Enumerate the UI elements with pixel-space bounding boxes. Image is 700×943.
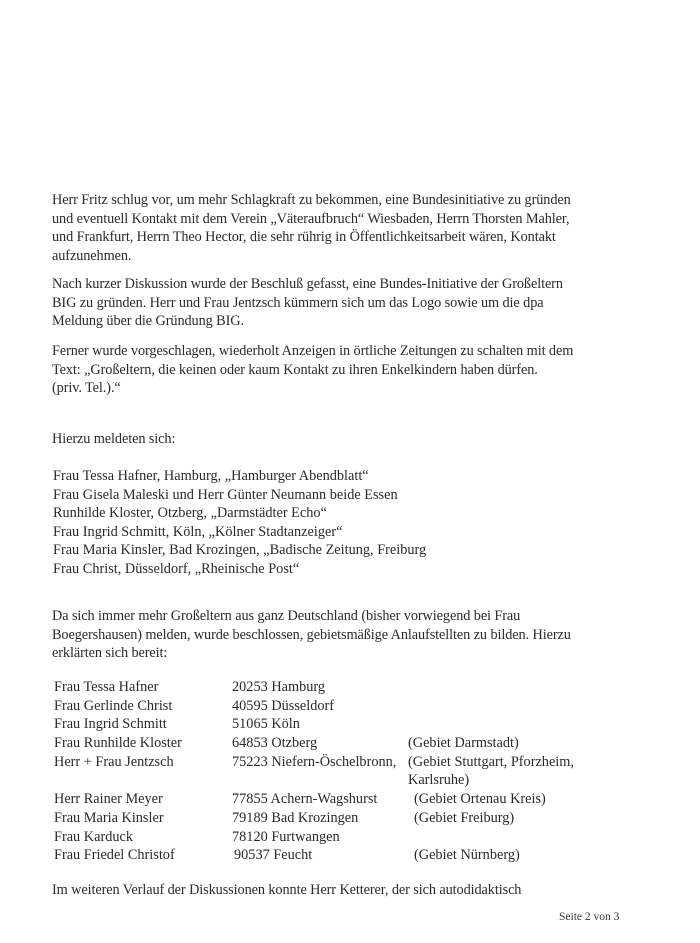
text-line: erklärten sich bereit: bbox=[52, 645, 168, 662]
text-line: Text: „Großeltern, die keinen oder kaum Kontakt zu ihren Enkelkindern haben dürfen. bbox=[52, 361, 538, 378]
text-line: Ferner wurde vorgeschlagen, wiederholt Anzeigen in örtliche Zeitungen zu schalten mit dem bbox=[52, 343, 574, 359]
contact-name: Frau Ingrid Schmitt bbox=[54, 716, 167, 733]
text-line: Herr Fritz schlug vor, um mehr Schlagkraft zu bekommen, eine Bundesinitiative zu gründen bbox=[52, 192, 571, 208]
contact-place: 64853 Otzberg bbox=[232, 735, 318, 752]
paragraph-beschluss bbox=[52, 275, 652, 331]
text-line: und Frankfurt, Herrn Theo Hector, die sehr rührig in Öffentlichkeitsarbeit wären, Kontakt bbox=[52, 229, 556, 246]
list-item: Frau Tessa Hafner, Hamburg, „Hamburger Abendblatt“ bbox=[53, 468, 369, 484]
text-line: aufzunehmen. bbox=[52, 247, 132, 264]
contact-name: Frau Maria Kinsler bbox=[54, 809, 164, 826]
paragraph-anzeigen bbox=[52, 342, 652, 398]
text-line: Meldung über die Gründung BIG. bbox=[52, 313, 244, 330]
contact-area: Karlsruhe) bbox=[408, 772, 470, 789]
text-line: und eventuell Kontakt mit dem Verein „Väteraufbruch“ Wiesbaden, Herrn Thorsten Mahler, bbox=[52, 210, 570, 227]
contact-place: 51065 Köln bbox=[232, 716, 300, 733]
text-line: Boegershausen) melden, wurde beschlossen, gebietsmäßige Anlaufstellten zu bilden. Hierzu bbox=[52, 626, 571, 643]
text-line: BIG zu gründen. Herr und Frau Jentzsch kümmern sich um das Logo sowie um die dpa bbox=[52, 294, 544, 311]
contact-place: 75223 Niefern-Öschelbronn, bbox=[232, 753, 397, 770]
contact-name: Frau Karduck bbox=[54, 828, 134, 845]
contact-name: Frau Tessa Hafner bbox=[54, 679, 159, 695]
text-line: Nach kurzer Diskussion wurde der Beschluß gefasst, eine Bundes-Initiative der Großeltern bbox=[52, 276, 563, 292]
list-item: Frau Ingrid Schmitt, Köln, „Kölner Stadtanzeiger“ bbox=[53, 523, 343, 540]
contact-area: (Gebiet Nürnberg) bbox=[414, 847, 520, 864]
list-item: Frau Christ, Düsseldorf, „Rheinische Post“ bbox=[53, 560, 300, 577]
paragraph-ketterer bbox=[52, 881, 652, 900]
text-line: Im weiteren Verlauf der Diskussionen konnte Herr Ketterer, der sich autodidaktisch bbox=[52, 882, 522, 898]
list-item: Frau Gisela Maleski und Herr Günter Neumann beide Essen bbox=[53, 486, 398, 503]
contact-area: (Gebiet Freiburg) bbox=[414, 809, 515, 826]
contact-area: (Gebiet Stuttgart, Pforzheim, bbox=[408, 753, 574, 770]
contact-area: (Gebiet Darmstadt) bbox=[408, 735, 519, 752]
page-number: Seite 2 von 3 bbox=[559, 911, 620, 923]
contact-name: Frau Gerlinde Christ bbox=[54, 697, 173, 714]
contact-area: (Gebiet Ortenau Kreis) bbox=[414, 791, 546, 808]
contact-place: 20253 Hamburg bbox=[232, 679, 326, 695]
contact-place: 79189 Bad Krozingen bbox=[232, 809, 359, 826]
paragraph-hierzu bbox=[52, 430, 652, 449]
contact-name: Frau Runhilde Kloster bbox=[54, 735, 182, 752]
paragraph-bundesinitiative bbox=[52, 191, 652, 265]
list-item: Runhilde Kloster, Otzberg, „Darmstädter Echo“ bbox=[53, 505, 327, 522]
list-item: Frau Maria Kinsler, Bad Krozingen, „Badische Zeitung, Freiburg bbox=[53, 542, 427, 559]
contact-name: Herr Rainer Meyer bbox=[54, 791, 163, 808]
text-line: Da sich immer mehr Großeltern aus ganz Deutschland (bisher vorwiegend bei Frau bbox=[52, 608, 521, 624]
paragraph-anlaufstellen bbox=[52, 607, 652, 663]
contact-place: 40595 Düsseldorf bbox=[232, 697, 335, 714]
contact-place: 78120 Furtwangen bbox=[232, 828, 340, 845]
contact-place: 77855 Achern-Wagshurst bbox=[232, 791, 378, 808]
text-line: Hierzu meldeten sich: bbox=[52, 431, 176, 447]
contact-place: 90537 Feucht bbox=[234, 847, 313, 864]
contact-name: Frau Friedel Christof bbox=[54, 847, 175, 864]
contact-name: Herr + Frau Jentzsch bbox=[54, 753, 174, 770]
newspaper-contacts-list bbox=[53, 467, 426, 579]
text-line: (priv. Tel.).“ bbox=[52, 380, 121, 397]
